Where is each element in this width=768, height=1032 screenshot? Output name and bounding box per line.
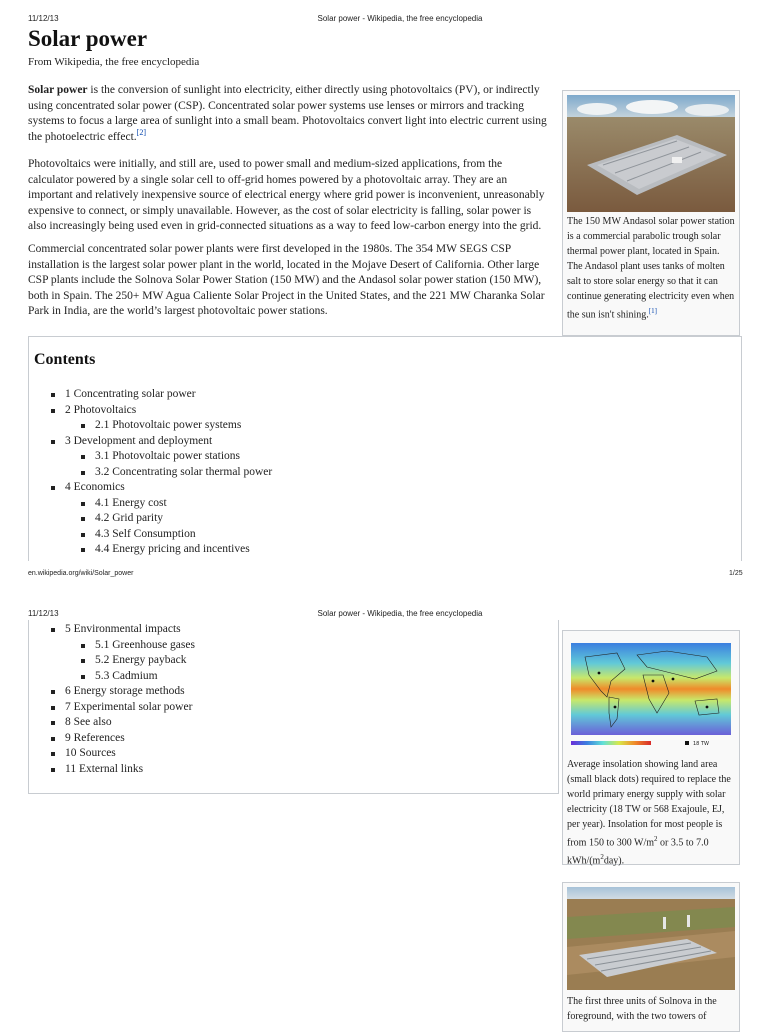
citation-link[interactable]: [2] xyxy=(136,127,146,137)
print-title: Solar power - Wikipedia, the free encyclopedia xyxy=(317,14,483,23)
solnova-caption: The first three units of Solnova in the foreground, with the two towers of xyxy=(567,996,717,1022)
toc-item[interactable]: 5.3 Cadmium xyxy=(29,669,558,685)
insolation-sup-2: 2 xyxy=(600,853,604,862)
andasol-photo[interactable] xyxy=(567,95,735,212)
figure-andasol xyxy=(562,90,740,336)
toc-item[interactable]: 2.1 Photovoltaic power systems xyxy=(29,418,741,434)
bold-term[interactable]: Solar power xyxy=(28,84,88,96)
andasol-caption xyxy=(567,214,735,322)
insolation-caption-a: Average insolation showing land area (small black dots) required to replace the world primary energy supply with solar electricity (18 TW or 568 Exajoule, EJ, per year). Insolation for most people is from 150 to 300 W/m xyxy=(567,759,731,849)
insolation-map[interactable] xyxy=(567,635,735,753)
solnova-photo[interactable] xyxy=(567,887,735,990)
map-legend-label: 18 TW xyxy=(693,741,709,747)
andasol-citation[interactable]: [1] xyxy=(648,307,657,315)
toc-item[interactable]: 7 Experimental solar power xyxy=(29,700,558,716)
toc-item[interactable]: 2 Photovoltaics xyxy=(29,403,741,419)
toc-item[interactable]: 3.1 Photovoltaic power stations xyxy=(29,449,741,465)
toc-item[interactable]: 4.1 Energy cost xyxy=(29,496,741,512)
toc-item[interactable]: 6 Energy storage methods xyxy=(29,684,558,700)
print-page-number: 1/25 xyxy=(729,570,743,577)
print-date: 11/12/13 xyxy=(28,14,59,23)
insolation-caption-b: or 3.5 to 7.0 kWh/(m xyxy=(567,837,709,867)
toc-item[interactable]: 9 References xyxy=(29,731,558,747)
toc-item[interactable]: 3.2 Concentrating solar thermal power xyxy=(29,465,741,481)
toc-item[interactable]: 8 See also xyxy=(29,715,558,731)
toc-item[interactable]: 10 Sources xyxy=(29,746,558,762)
toc-item[interactable]: 4 Economics xyxy=(29,480,741,496)
intro-paragraph xyxy=(28,83,548,145)
toc-item[interactable]: 5.2 Energy payback xyxy=(29,653,558,669)
table-of-contents-continued xyxy=(28,620,559,794)
toc-item[interactable]: 4.2 Grid parity xyxy=(29,511,741,527)
figure-solnova xyxy=(562,882,740,1032)
toc-item[interactable]: 5 Environmental impacts xyxy=(29,622,558,638)
page-title: Solar power xyxy=(28,26,148,51)
print-title-page2: Solar power - Wikipedia, the free encyclopedia xyxy=(317,609,483,618)
toc-item[interactable]: 11 External links xyxy=(29,762,558,778)
insolation-caption-c: day). xyxy=(603,855,625,867)
insolation-caption xyxy=(567,757,735,869)
print-url[interactable]: en.wikipedia.org/wiki/Solar_power xyxy=(28,570,134,577)
paragraph-commercial: Commercial concentrated solar power plants were first developed in the 1980s. The 354 MW SEGS CSP installation is the largest solar power plant in the world, located in the Mojave Desert of California. Other large CSP plants include the Solnova Solar Power Station (150 MW) and the Andasol solar power station (150 MW), both in Spain. The 250+ MW Agua Caliente Solar Project in the United States, and the 221 MW Charanka Solar Park in India, are the world’s largest photovoltaic power stations. xyxy=(28,243,545,317)
andasol-caption-text: The 150 MW Andasol solar power station is a commercial parabolic trough solar thermal power plant, located in Spain. The Andasol plant uses tanks of molten salt to store solar energy so that it can continue generating electricity even when the sun isn't shining. xyxy=(567,216,735,321)
toc-list-continued xyxy=(29,622,558,777)
print-date-page2: 11/12/13 xyxy=(28,609,59,618)
toc-item[interactable]: 1 Concentrating solar power xyxy=(29,387,741,403)
page-subtitle: From Wikipedia, the free encyclopedia xyxy=(28,56,200,68)
table-of-contents xyxy=(28,336,742,561)
toc-item[interactable]: 5.1 Greenhouse gases xyxy=(29,638,558,654)
intro-text: is the conversion of sunlight into electricity, either directly using photovoltaics (PV), or indirectly using concentrated solar power (CSP). Concentrated solar power systems use lenses or mirrors and tracking systems to focus a large area of sunlight into a small beam. Photovoltaics convert light into electric current using the photoelectric effect. xyxy=(28,84,547,143)
paragraph-photovoltaics: Photovoltaics were initially, and still are, used to power small and medium-sized applications, from the calculator powered by a single solar cell to off-grid homes powered by a photovoltaic array. They are an important and relatively inexpensive source of electrical energy where grid power is inconvenient, unreasonably expensive to connect, or simply unavailable. However, as the cost of solar electricity is falling, solar power is also increasingly being used even in grid-connected situations as a way to feed low-carbon energy into the grid. xyxy=(28,158,545,232)
toc-heading: Contents xyxy=(34,351,96,368)
toc-item[interactable]: 4.3 Self Consumption xyxy=(29,527,741,543)
toc-list xyxy=(29,387,741,558)
figure-insolation xyxy=(562,630,740,865)
toc-item[interactable]: 3 Development and deployment xyxy=(29,434,741,450)
toc-item[interactable]: 4.4 Energy pricing and incentives xyxy=(29,542,741,558)
insolation-sup-1: 2 xyxy=(654,835,658,843)
